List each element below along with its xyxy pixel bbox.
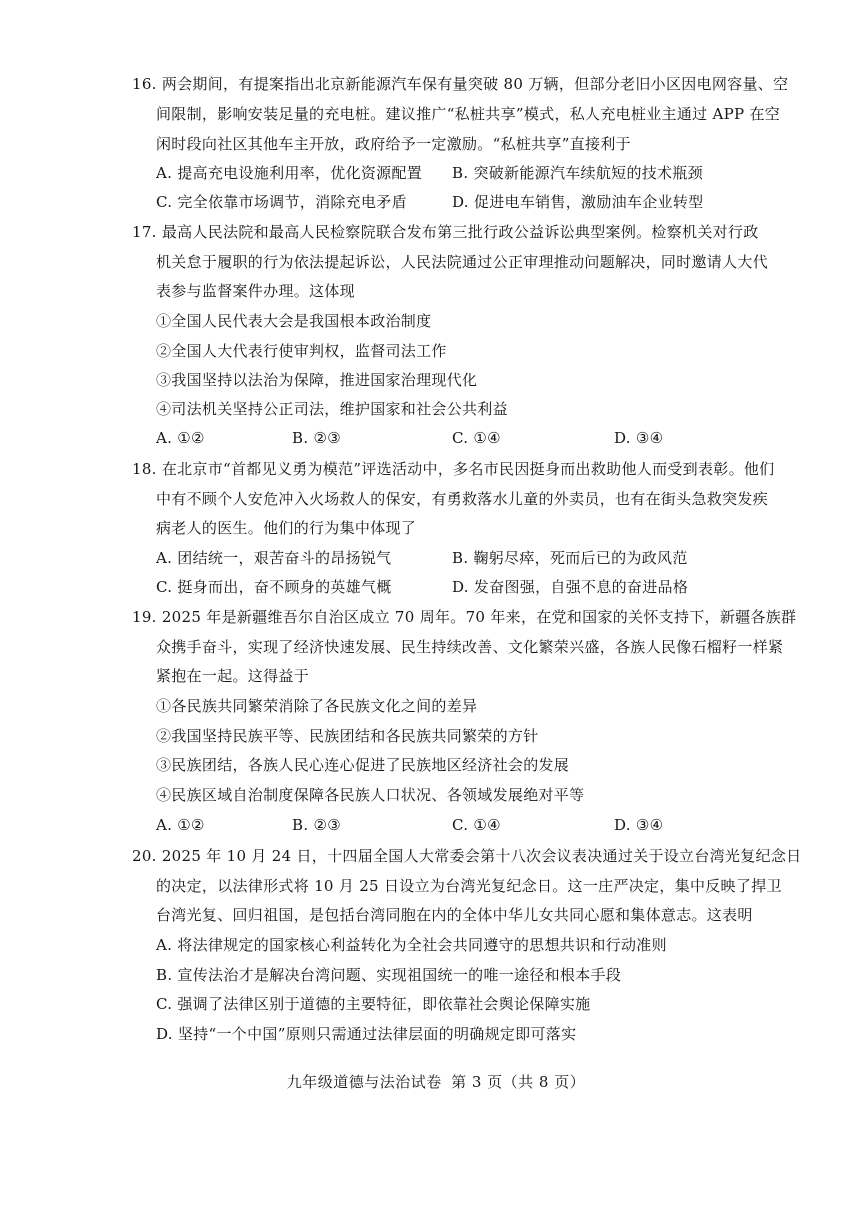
q20-option-b: B. 宣传法治才是解决台湾问题、实现祖国统一的唯一途径和根本手段 <box>156 966 622 984</box>
q20-option-a: A. 将法律规定的国家核心利益转化为全社会共同遵守的思想共识和行动准则 <box>156 936 667 954</box>
q16-option-a: A. 提高充电设施利用率，优化资源配置 <box>156 164 423 182</box>
q17-statement-1: ①全国人民代表大会是我国根本政治制度 <box>156 312 432 330</box>
q17-stem-line-2: 机关怠于履职的行为依法提起诉讼，人民法院通过公正审理推动问题解决，同时邀请人大代 <box>156 253 769 271</box>
q20-stem-line-2: 的决定，以法律形式将 10 月 25 日设立为台湾光复纪念日。这一庄严决定，集中反映了捍卫 <box>156 877 782 895</box>
q17-stem-line-3: 表参与监督案件办理。这体现 <box>156 282 355 300</box>
q17-statement-3: ③我国坚持以法治为保障，推进国家治理现代化 <box>156 371 478 389</box>
q17-option-b: B. ②③ <box>292 429 341 447</box>
q17-statement-2: ②全国人大代表行使审判权，监督司法工作 <box>156 342 447 360</box>
page-footer <box>0 1072 868 1092</box>
q19-option-c: C. ①④ <box>452 816 501 834</box>
q19-statement-4: ④民族区域自治制度保障各民族人口状况、各领域发展绝对平等 <box>156 786 585 804</box>
q20-option-d: D. 坚持“一个中国”原则只需通过法律层面的明确规定即可落实 <box>156 1025 577 1043</box>
q19-option-a: A. ①② <box>156 816 205 834</box>
q18-stem-line-2: 中有不顾个人安危冲入火场救人的保安，有勇救落水儿童的外卖员，也有在街头急救突发疾 <box>156 490 769 508</box>
q16-option-b: B. 突破新能源汽车续航短的技术瓶颈 <box>452 164 703 182</box>
q19-statement-1: ①各民族共同繁荣消除了各民族文化之间的差异 <box>156 697 478 715</box>
q19-stem-line-3: 紧抱在一起。这得益于 <box>156 667 310 685</box>
q19-option-b: B. ②③ <box>292 816 341 834</box>
q18-option-a: A. 团结统一，艰苦奋斗的昂扬锐气 <box>156 549 392 567</box>
footer-title: 九年级道德与法治试卷 <box>286 1073 442 1091</box>
q18-option-c: C. 挺身而出，奋不顾身的英雄气概 <box>156 578 392 596</box>
q16-stem-line-1: 16. 两会期间，有提案指出北京新能源汽车保有量突破 80 万辆，但部分老旧小区因电网容量、空 <box>132 75 789 93</box>
q20-stem-line-1: 20. 2025 年 10 月 24 日，十四届全国人大常委会第十八次会议表决通过关于设立台湾光复纪念日 <box>132 847 802 865</box>
q16-stem-line-2: 间限制，影响安装足量的充电桩。建议推广“私桩共享”模式，私人充电桩业主通过 APP 在空 <box>156 105 781 123</box>
q18-option-d: D. 发奋图强，自强不息的奋进品格 <box>452 578 689 596</box>
footer-page-number: 第 3 页（共 8 页） <box>451 1073 586 1091</box>
q20-option-c: C. 强调了法律区别于道德的主要特征，即依靠社会舆论保障实施 <box>156 995 591 1013</box>
q19-stem-line-1: 19. 2025 年是新疆维吾尔自治区成立 70 周年。70 年来，在党和国家的关怀支持下，新疆各族群 <box>132 608 797 626</box>
q17-stem-line-1: 17. 最高人民法院和最高人民检察院联合发布第三批行政公益诉讼典型案例。检察机关对行政 <box>132 223 759 241</box>
q19-stem-line-2: 众携手奋斗，实现了经济快速发展、民生持续改善、文化繁荣兴盛，各族人民像石榴籽一样紧 <box>156 638 784 656</box>
q18-option-b: B. 鞠躬尽瘁，死而后已的为政风范 <box>452 549 688 567</box>
q16-option-d: D. 促进电车销售，激励油车企业转型 <box>452 193 704 211</box>
q19-statement-2: ②我国坚持民族平等、民族团结和各民族共同繁荣的方针 <box>156 727 539 745</box>
q17-statement-4: ④司法机关坚持公正司法，维护国家和社会公共利益 <box>156 400 508 418</box>
q19-statement-3: ③民族团结，各族人民心连心促进了民族地区经济社会的发展 <box>156 756 570 774</box>
q17-option-a: A. ①② <box>156 429 205 447</box>
q16-stem-line-3: 闲时段向社区其他车主开放，政府给予一定激励。“私桩共享”直接利于 <box>156 135 631 153</box>
q16-option-c: C. 完全依靠市场调节，消除充电矛盾 <box>156 193 407 211</box>
q18-stem-line-3: 病老人的医生。他们的行为集中体现了 <box>156 519 417 537</box>
q18-stem-line-1: 18. 在北京市“首都见义勇为模范”评选活动中，多名市民因挺身而出救助他人而受到表彰。他们 <box>132 460 775 478</box>
q17-option-c: C. ①④ <box>452 429 501 447</box>
q19-option-d: D. ③④ <box>614 816 664 834</box>
q17-option-d: D. ③④ <box>614 429 664 447</box>
q20-stem-line-3: 台湾光复、回归祖国，是包括台湾同胞在内的全体中华儿女共同心愿和集体意志。这表明 <box>156 906 753 924</box>
